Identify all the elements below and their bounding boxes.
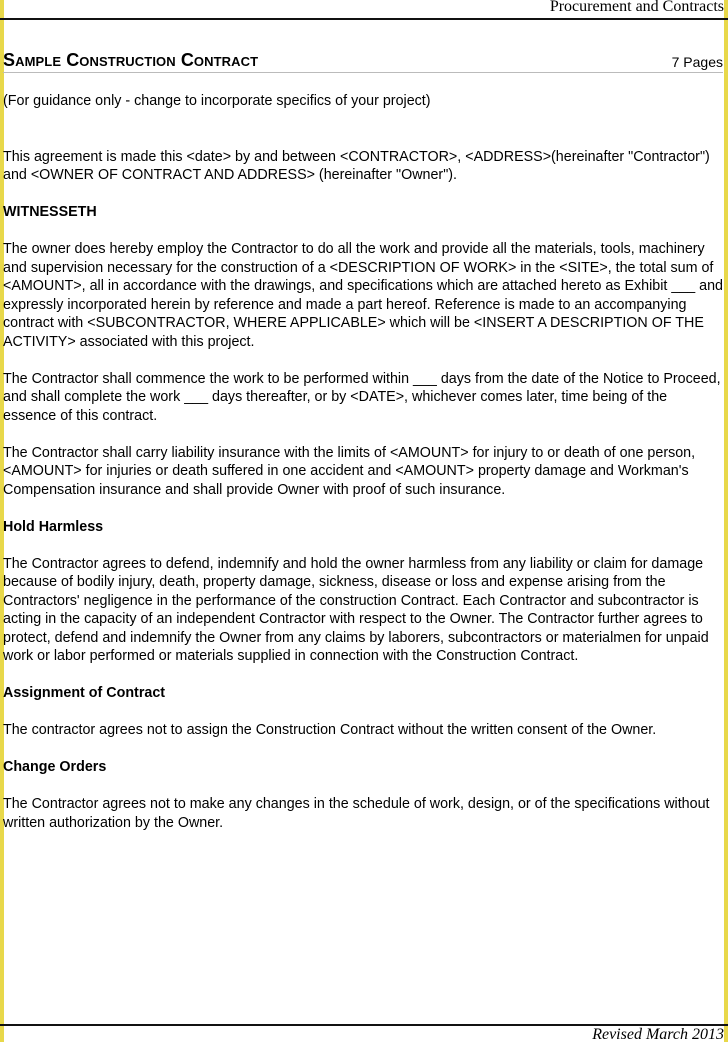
insurance-paragraph: The Contractor shall carry liability insurance with the limits of <AMOUNT> for injury to or death of one person, <AMOUNT> for injuries or death suffered in one accident and <AMOUNT> property damage and Workman's Compensation insurance and shall provide Owner with proof of such insurance. xyxy=(3,444,696,498)
header-rule xyxy=(0,18,728,20)
document-body xyxy=(3,92,723,851)
assignment-heading: Assignment of Contract xyxy=(3,685,166,701)
page-count: 7 Pages xyxy=(671,54,723,70)
witnesseth-heading: WITNESSETH xyxy=(3,204,97,220)
hold-harmless-paragraph: The Contractor agrees to defend, indemnify and hold the owner harmless from any liability or claim for damage because of bodily injury, death, property damage, sickness, disease or loss and expense arising from the Contractors' negligence in the performance of the construction Contract. Each Contractor and subcontractor is acting in the capacity of an independent Contractor with respect to the Owner. The Contractor further agrees to protect, defend and indemnify the Owner from any claims by laborers, subcontractors or materialmen for unpaid work or labor performed or materials supplied in connection with the Construction Contract. xyxy=(3,555,709,664)
schedule-paragraph: The Contractor shall commence the work to be performed within ___ days from the date of the Notice to Proceed, and shall complete the work ___ days thereafter, or by <DATE>, whichever comes later, time being of the essence of this contract. xyxy=(3,370,721,424)
assignment-paragraph: The contractor agrees not to assign the Construction Contract without the written consent of the Owner. xyxy=(3,722,657,738)
witnesseth-paragraph: The owner does hereby employ the Contractor to do all the work and provide all the materials, tools, machinery and supervision necessary for the construction of a <DESCRIPTION OF WORK> in the <SITE>, the total sum of <AMOUNT>, all in accordance with the drawings, and specifications which are attached hereto as Exhibit ___ and expressly incorporated herein by reference and made a part hereof. Reference is made to an accompanying contract with <SUBCONTRACTOR, WHERE APPLICABLE> which will be <INSERT A DESCRIPTION OF THE ACTIVITY> associated with this project. xyxy=(3,241,724,350)
hold-harmless-heading: Hold Harmless xyxy=(3,518,104,535)
change-orders-paragraph: The Contractor agrees not to make any changes in the schedule of work, design, or of the specifications without written authorization by the Owner. xyxy=(3,796,710,831)
change-orders-heading: Change Orders xyxy=(3,759,107,775)
agreement-paragraph: This agreement is made this <date> by and between <CONTRACTOR>, <ADDRESS>(hereinafter "Contractor") and <OWNER OF CONTRACT AND ADDRESS> (hereinafter "Owner"). xyxy=(3,148,710,183)
page-border-right xyxy=(724,0,728,1042)
revision-footer: Revised March 2013 xyxy=(592,1026,724,1042)
running-header: Procurement and Contracts xyxy=(549,0,724,15)
title-block xyxy=(3,50,723,73)
document-title: Sample Construction Contract xyxy=(3,50,259,70)
guidance-note: (For guidance only - change to incorporate specifics of your project) xyxy=(3,93,431,109)
